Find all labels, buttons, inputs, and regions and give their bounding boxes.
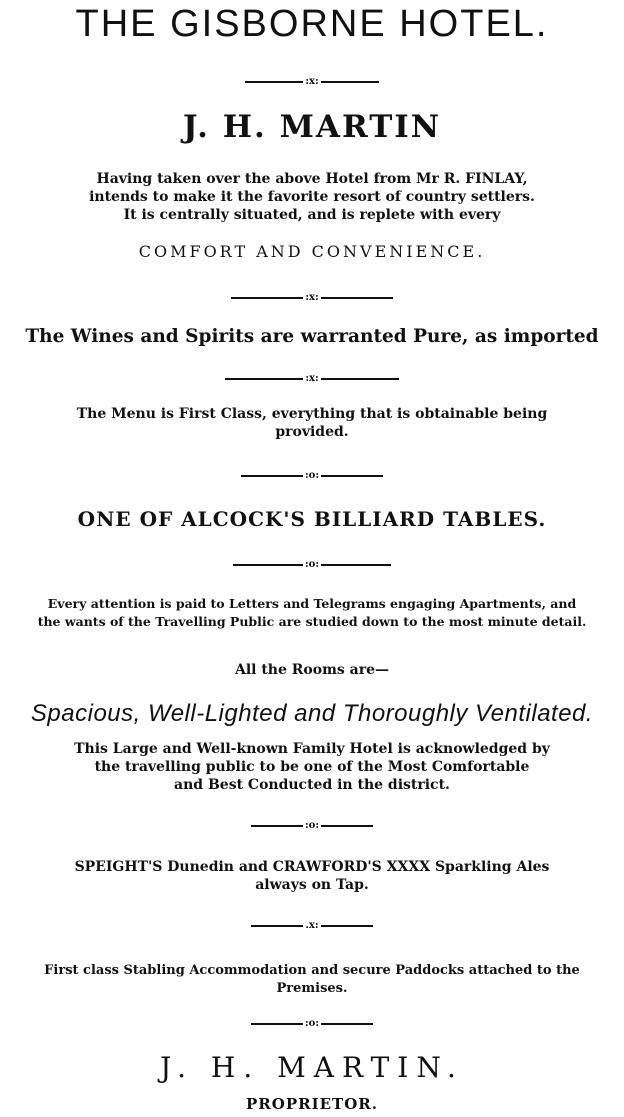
divider-2: :x:: [0, 292, 624, 304]
divider-4: :o:: [0, 470, 624, 482]
divider-3: :x:: [0, 373, 624, 385]
family-hotel-paragraph: [0, 740, 624, 794]
proprietor-name: J. H. MARTIN: [182, 109, 442, 145]
divider-5: :o:: [0, 559, 624, 571]
signature-name: J. H. MARTIN.: [160, 1051, 464, 1084]
stabling-line: Premises.: [276, 981, 348, 996]
attention-line: Every attention is paid to Letters and Telegrams engaging Apartments, and: [47, 596, 577, 611]
hotel-title: THE GISBORNE HOTEL.: [75, 3, 549, 45]
ales-line: always on Tap.: [255, 877, 369, 893]
attention-paragraph: [0, 595, 624, 631]
family-line: This Large and Well-known Family Hotel is acknowledged by: [74, 741, 550, 757]
divider-1: :x:: [0, 76, 624, 88]
stabling-paragraph: [0, 962, 624, 998]
family-line: the travelling public to be one of the Most Comfortable: [94, 759, 530, 775]
divider-6: :o:: [0, 820, 624, 832]
divider-7: .x:: [0, 920, 624, 932]
stabling-line: First class Stabling Accommodation and secure Paddocks attached to the: [44, 963, 580, 978]
attention-line: the wants of the Travelling Public are studied down to the most minute detail.: [37, 614, 587, 629]
divider-8: :o:: [0, 1018, 624, 1030]
rooms-feature: Spacious, Well-Lighted and Thoroughly Ventilated.: [30, 700, 594, 727]
menu-line: provided.: [275, 424, 349, 440]
wines-statement: The Wines and Spirits are warranted Pure, as imported: [25, 326, 599, 347]
intro-paragraph: [0, 170, 624, 224]
ales-line: SPEIGHT'S Dunedin and CRAWFORD'S XXXX Sparkling Ales: [74, 859, 550, 875]
menu-line: The Menu is First Class, everything that is obtainable being: [76, 406, 548, 422]
ales-paragraph: [0, 858, 624, 894]
family-line: and Best Conducted in the district.: [174, 777, 450, 793]
comfort-convenience: COMFORT AND CONVENIENCE.: [138, 242, 486, 261]
intro-line: intends to make it the favorite resort of country settlers.: [89, 189, 535, 205]
intro-line: It is centrally situated, and is replete with every: [123, 207, 501, 223]
menu-paragraph: [0, 405, 624, 441]
billiard-tables: ONE OF ALCOCK'S BILLIARD TABLES.: [77, 507, 547, 531]
rooms-lead: All the Rooms are—: [234, 662, 390, 678]
proprietor-title: PROPRIETOR.: [246, 1095, 378, 1113]
intro-line: Having taken over the above Hotel from Mr R. FINLAY,: [96, 171, 528, 187]
